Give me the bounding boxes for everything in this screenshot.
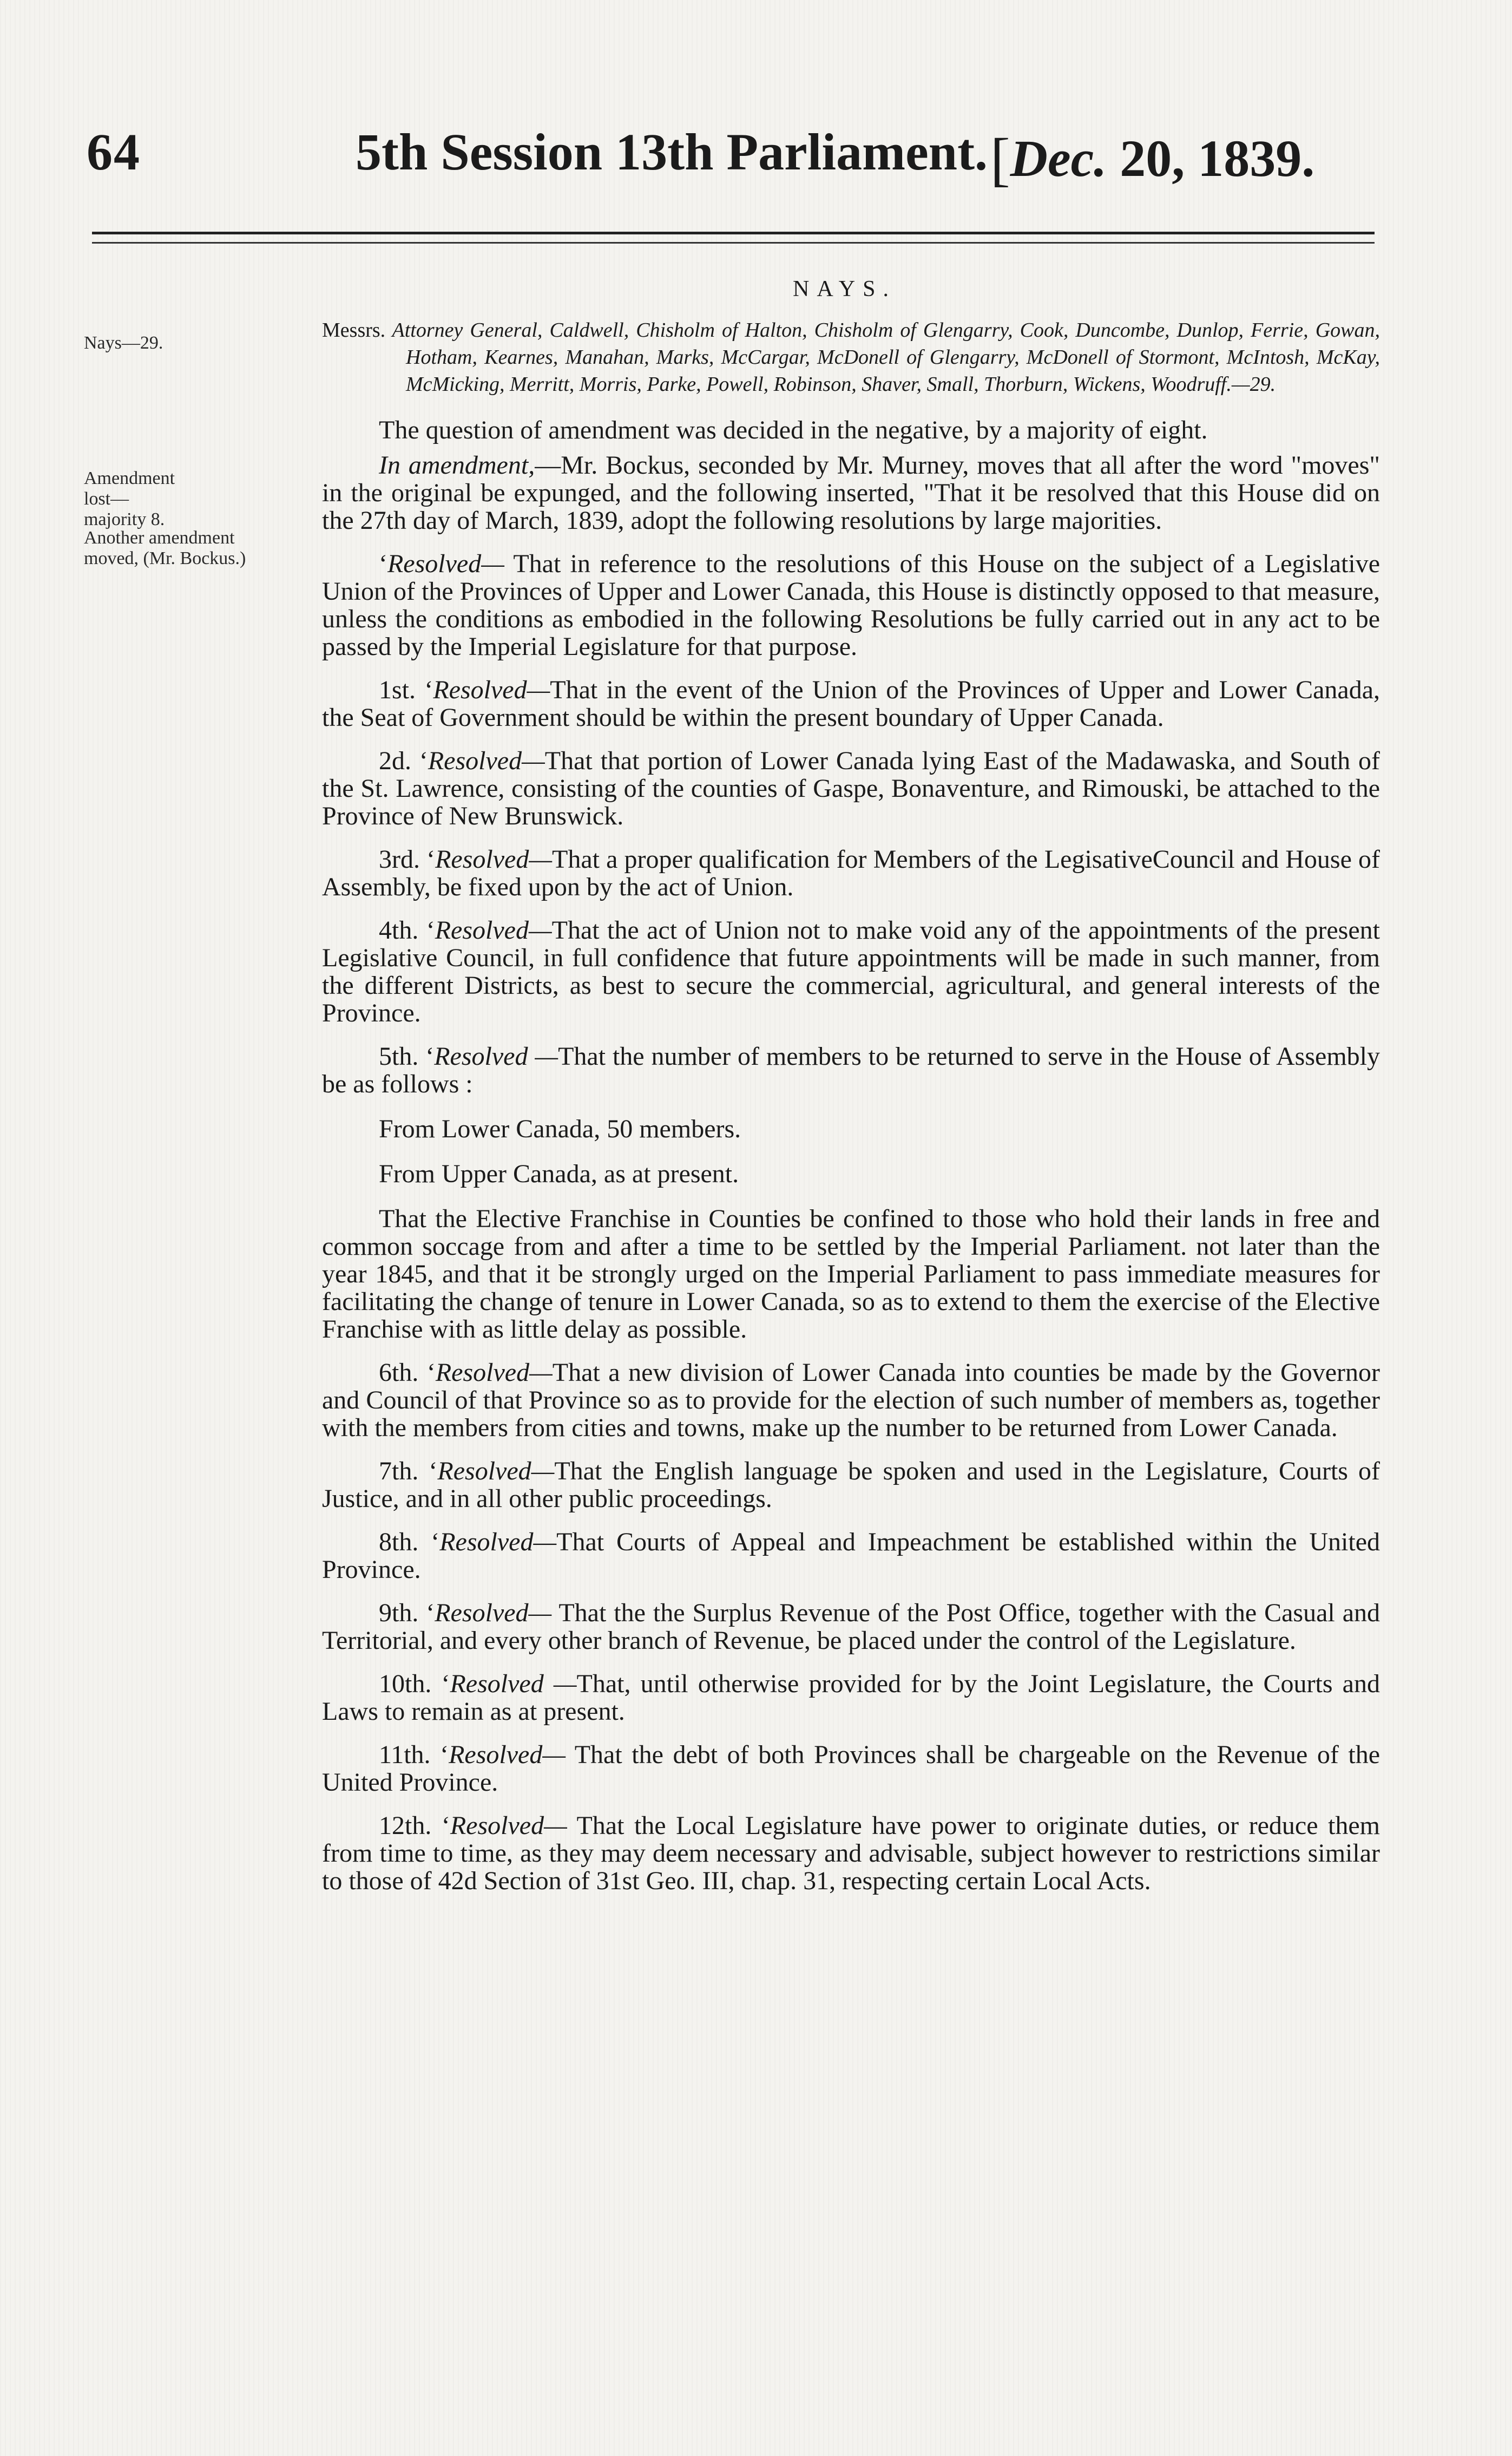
paragraph-lead: 3rd. ‘ — [379, 845, 436, 874]
paragraph-resolution-4 — [322, 916, 1380, 1027]
paragraph-lead: 10th. ‘ — [379, 1669, 450, 1698]
date-bracket: [ — [990, 126, 1010, 192]
paragraph-text: That the Local Legislature have power to originate duties, or reduce them from time to time, as they may deem necessary and advisable, subject however to restrictions similar to those of 42d Section of 31st Geo. III, chap. 31, respecting certain Local Acts. — [322, 1811, 1380, 1895]
resolved-word: Resolved— — [435, 845, 553, 874]
resolved-word: Resolved— — [435, 1599, 552, 1627]
paragraph-text: —Mr. Bockus, seconded by Mr. Murney, moves that all after the word "moves" in the original be expunged, and the following inserted, "That it be resolved that this House did on the 27th day of March, 1839, adopt the following resolutions by large majorities. — [322, 451, 1380, 535]
resolved-word: Resolved— — [439, 1528, 557, 1556]
running-title: 5th Session 13th Parliament. — [356, 123, 988, 181]
margin-note-amendment-lost: Amendment lost—majority 8. — [84, 468, 175, 529]
resolved-word: Resolved— — [435, 1358, 553, 1387]
nays-names: Attorney General, Caldwell, Chisholm of Halton, Chisholm of Glengarry, Cook, Duncombe, Dunlop, Ferrie, Gowan, Hotham, Kearnes, Manahan, Marks, McCargar, McDonell of Glengarry, McDonell of Stormont, McIntosh, McKay, McMicking, Merritt, Morris, Parke, Powell, Robinson, Shaver, Small, Thorburn, Wickens, Woodruff.—29. — [392, 319, 1380, 396]
paragraph-lead: ‘ — [379, 549, 387, 578]
paragraph-resolution-11 — [322, 1741, 1380, 1796]
paragraph-text: That the act of Union not to make void any of the appointments of the present Legislative Council, in full confidence that future appointments will be made in such manner, from the different Districts, as best to secure the commercial, agricultural, and general interests of the Province. — [322, 916, 1380, 1027]
paragraph-lead: 11th. ‘ — [379, 1740, 449, 1769]
resolved-word: Resolved— — [450, 1811, 567, 1840]
running-date — [990, 122, 1314, 191]
section-heading: NAYS. — [793, 277, 896, 302]
resolved-word: Resolved— — [387, 549, 504, 578]
paragraph-lead: 2d. ‘ — [379, 746, 428, 775]
paragraph-elective-franchise — [322, 1205, 1380, 1343]
paragraph-text: From Upper Canada, as at present. — [379, 1160, 739, 1188]
paragraph-lead: 6th. ‘ — [379, 1358, 436, 1387]
paragraph-resolution-1 — [322, 676, 1380, 731]
resolved-word: Resolved — — [450, 1669, 577, 1698]
paragraph-lead: 8th. ‘ — [379, 1528, 440, 1556]
paragraph-question-decided — [322, 416, 1380, 444]
nays-list — [322, 317, 1380, 398]
paragraph-resolution-7 — [322, 1457, 1380, 1512]
nays-label: Messrs. — [322, 319, 386, 342]
resolved-word: Resolved— — [449, 1740, 566, 1769]
paragraph-text: From Lower Canada, 50 members. — [379, 1115, 741, 1143]
paragraph-text: That the Elective Franchise in Counties be confined to those who hold their lands in free and common soccage from and after a time to be settled by the Imperial Parliament. not later than the year 1845, and that it be strongly urged on the Imperial Parliament to pass immediate measures for facilitating the change of tenure in Lower Canada, so as to extend to them the exercise of the Elective Franchise with as little delay as possible. — [322, 1204, 1380, 1344]
paragraph-lead: 7th. ‘ — [379, 1457, 438, 1485]
paragraph-lead: 1st. ‘ — [379, 676, 433, 704]
resolved-word: Resolved — — [434, 1042, 558, 1071]
paragraph-text: That a new division of Lower Canada into counties be made by the Governor and Council of that Province so as to provide for the election of such number of members as, together with the members from cities and towns, make up the number to be returned from Lower Canada. — [322, 1358, 1380, 1442]
paragraph-text: That the number of members to be returned to serve in the House of Assembly be as follows : — [322, 1042, 1380, 1098]
paragraph-lead: 4th. ‘ — [379, 916, 435, 945]
paragraph-resolution-8 — [322, 1528, 1380, 1583]
date-day-year: 20, 1839. — [1107, 129, 1315, 187]
paragraph-text: That the the Surplus Revenue of the Post Office, together with the Casual and Territorial, and every other branch of Revenue, be placed under the control of the Legislature. — [322, 1599, 1380, 1655]
paragraph-lead: 9th. ‘ — [379, 1599, 435, 1627]
header-rule — [92, 232, 1375, 244]
paragraph-resolution-5 — [322, 1043, 1380, 1098]
paragraph-lead: 5th. ‘ — [379, 1042, 435, 1071]
paragraph-resolution-6 — [322, 1359, 1380, 1442]
paragraph-text: That in the event of the Union of the Provinces of Upper and Lower Canada, the Seat of Government should be within the present boundary of Upper Canada. — [322, 676, 1380, 732]
paragraph-resolution-2 — [322, 747, 1380, 830]
paragraph-amendment-moved — [322, 451, 1380, 534]
paragraph-text: That the debt of both Provinces shall be chargeable on the Revenue of the United Province. — [322, 1740, 1380, 1797]
paragraph-text: That, until otherwise provided for by the Joint Legislature, the Courts and Laws to remain as at present. — [322, 1669, 1380, 1726]
margin-note-another-amendment: Another amendment moved, (Mr. Bockus.) — [84, 528, 246, 568]
paragraph-resolution-12 — [322, 1812, 1380, 1895]
paragraph-lower-canada-members — [322, 1115, 1380, 1143]
margin-note-nays-count: Nays—29. — [84, 333, 163, 353]
paragraph-text: The question of amendment was decided in the negative, by a majority of eight. — [379, 416, 1208, 444]
resolved-word: Resolved— — [433, 676, 550, 704]
paragraph-text: That Courts of Appeal and Impeachment be established within the United Province. — [322, 1528, 1380, 1584]
paragraph-upper-canada-members — [322, 1160, 1380, 1188]
paragraph-resolution-10 — [322, 1670, 1380, 1725]
resolved-word: Resolved— — [437, 1457, 555, 1485]
resolved-word: Resolved— — [428, 746, 545, 775]
paragraph-lead: In amendment, — [379, 451, 535, 480]
running-header — [87, 122, 1385, 198]
paragraph-text: That a proper qualification for Members of the LegisativeCouncil and House of Assembly, be fixed upon by the act of Union. — [322, 845, 1380, 901]
paragraph-text: That the English language be spoken and used in the Legislature, Courts of Justice, and in all other public proceedings. — [322, 1457, 1380, 1513]
paragraph-resolution-3 — [322, 846, 1380, 901]
main-text — [322, 317, 1380, 1895]
paragraph-resolution-9 — [322, 1599, 1380, 1654]
paragraph-resolved-preamble — [322, 550, 1380, 660]
paragraph-lead: 12th. ‘ — [379, 1811, 450, 1840]
resolved-word: Resolved— — [435, 916, 552, 945]
date-month: Dec. — [1010, 129, 1107, 187]
paragraph-text: That in reference to the resolutions of this House on the subject of a Legislative Union of the Provinces of Upper and Lower Canada, this House is distinctly opposed to that measure, unless the conditions as embodied in the following Resolutions be fully carried out in any act to be passed by the Imperial Legislature for that purpose. — [322, 549, 1380, 661]
page-number: 64 — [87, 123, 141, 181]
paragraph-text: That that portion of Lower Canada lying East of the Madawaska, and South of the St. Lawrence, consisting of the counties of Gaspe, Bonaventure, and Rimouski, be attached to the Province of New Brunswick. — [322, 746, 1380, 830]
